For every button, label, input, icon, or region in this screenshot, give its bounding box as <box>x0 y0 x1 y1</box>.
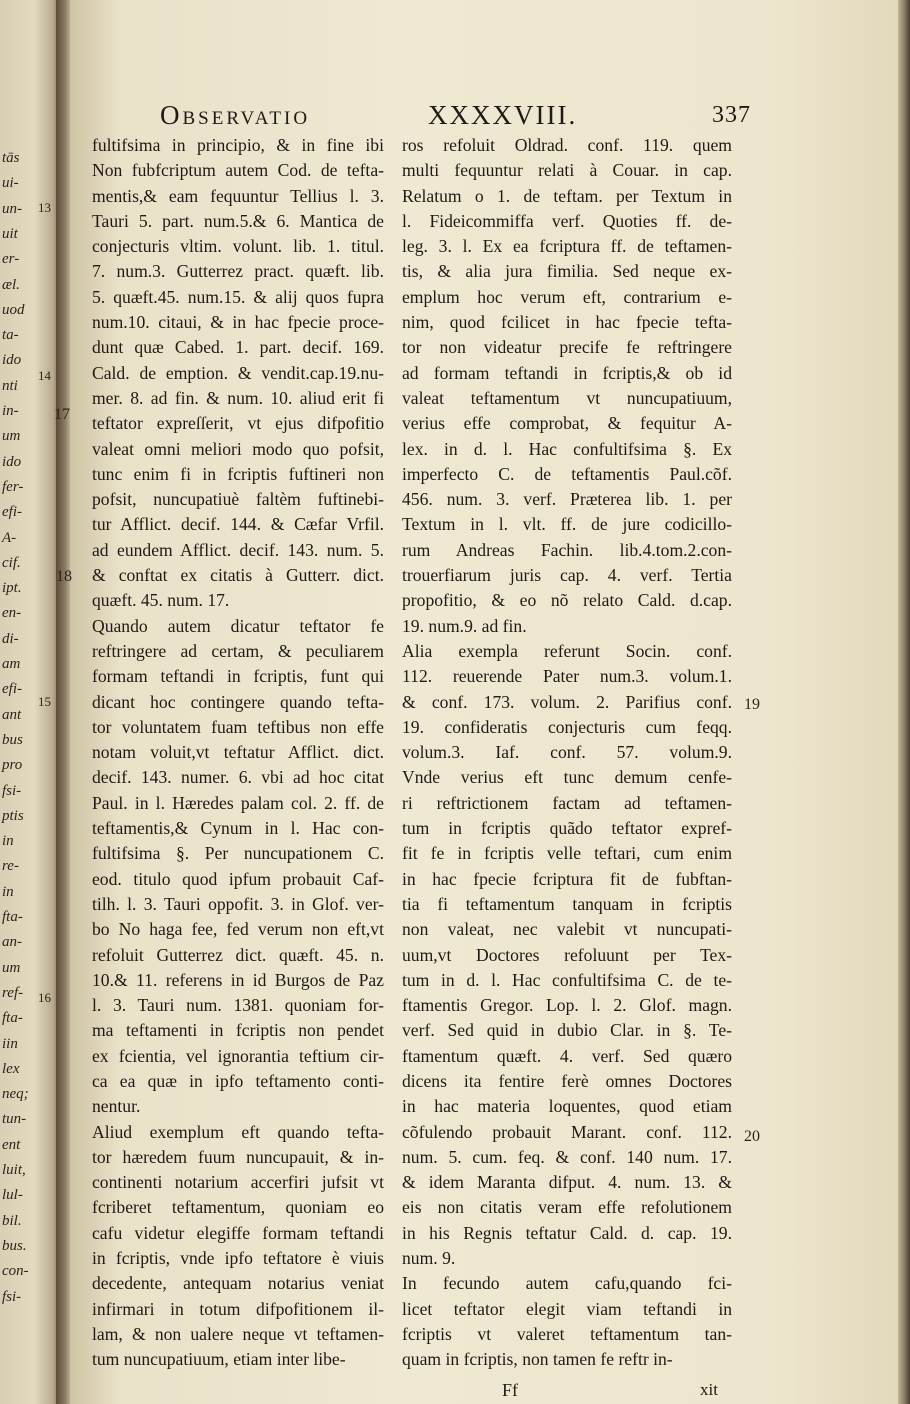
facing-page-fragment: er- <box>2 251 20 268</box>
facing-page-fragment: uit <box>2 225 18 242</box>
text-line: infirmari in totum difpofitionem il- <box>92 1298 384 1319</box>
text-line: in his Regnis teftatur Cald. d. cap. 19. <box>402 1222 732 1243</box>
facing-page-fragment: am <box>2 656 21 672</box>
text-line: emplum hoc verum eft, contrarium e- <box>402 286 732 307</box>
facing-page-fragment: fer- <box>2 478 24 495</box>
text-line: tis, & alia jura fimilia. Sed neque ex- <box>402 261 732 282</box>
text-line: & idem Maranta difput. 4. num. 13. & <box>402 1172 732 1193</box>
text-line: tilh. l. 3. Tauri oppofit. 3. in Glof. ver- <box>92 893 384 914</box>
observation-number: XXXXVIII. <box>428 100 578 130</box>
facing-page-margin-number: 16 <box>38 990 51 1005</box>
text-line: uum,vt Doctores refoluunt per Tex- <box>402 944 732 965</box>
text-line: verius effe comprobat, & fequitur A- <box>402 413 732 434</box>
page-edge <box>898 0 910 1404</box>
text-line: quæft. 45. num. 17. <box>92 590 230 611</box>
text-line: ftamentis Gregor. Lop. l. 2. Glof. magn. <box>402 995 732 1016</box>
facing-page-fragment: ta- <box>2 327 19 344</box>
facing-page-fragment: bus. <box>2 1237 27 1254</box>
facing-page-fragment: bil. <box>2 1212 22 1229</box>
text-line: decedente, antequam notarius veniat <box>92 1273 384 1294</box>
text-line: Paul. in l. Hæredes palam col. 2. ff. de <box>92 792 384 813</box>
facing-page-fragment: um <box>2 959 21 976</box>
text-line: licet teftator elegit viam teftandi in <box>402 1298 732 1319</box>
text-line: 19. num.9. ad fin. <box>402 615 527 636</box>
text-line: dicens ita fentire ferè omnes Doctores <box>402 1070 732 1091</box>
text-line: nim, quod fcilicet in hac fpecie tefta- <box>402 312 732 333</box>
facing-page-fragment: ptis <box>2 807 24 824</box>
text-line: ftamentum quæft. 4. verf. Sed quæro <box>402 1045 732 1066</box>
facing-page-fragment: ref- <box>2 984 24 1001</box>
text-line: tunc enim fi in fcriptis fuftineri non <box>92 463 384 484</box>
text-line: propofitio, & eo nõ relato Cald. d.cap. <box>402 590 732 611</box>
facing-page-fragment: A- <box>2 529 17 546</box>
text-line: eod. titulo quod ipfum probauit Caf- <box>92 868 384 889</box>
text-line: Non fubfcriptum autem Cod. de tefta- <box>92 160 384 181</box>
facing-page-fragment: di- <box>2 630 19 647</box>
text-line: rum Andreas Fachin. lib.4.tom.2.con- <box>402 539 732 560</box>
facing-page-fragment: ent <box>2 1136 21 1153</box>
text-line: cafu videtur elegiffe formam teftandi <box>92 1222 384 1243</box>
facing-page-fragment: pro <box>2 757 23 774</box>
text-line: cõfulendo probauit Marant. conf. 112. <box>402 1121 732 1142</box>
text-line: ex fcientia, vel ignorantia teftium cir- <box>92 1045 384 1066</box>
text-line: quam in fcriptis, non tamen fe reftr in- <box>402 1349 673 1370</box>
facing-page-fragment: cif. <box>2 554 21 571</box>
signature-mark: Ff <box>502 1380 519 1400</box>
text-line: non valeat, nec valebit vt nuncupati- <box>402 919 732 940</box>
facing-page-fragment: efi- <box>2 681 22 698</box>
text-line: ca ea quæ in ipfo teftamento conti- <box>92 1070 384 1091</box>
facing-page-fragment: ui- <box>2 175 19 192</box>
text-line: num. 5. cum. feq. & conf. 140 num. 17. <box>402 1146 732 1167</box>
facing-page-fragment: nti <box>2 377 18 394</box>
text-line: nentur. <box>92 1096 141 1117</box>
facing-page-fragment: ant <box>2 706 22 723</box>
text-line: reftringere ad certam, & peculiarem <box>92 640 384 661</box>
text-line: in hac fpecie fcriptura fit de fubftan- <box>402 868 732 889</box>
text-line: dicant hoc contingere quando tefta- <box>92 691 384 712</box>
text-line: l. Fideicommiffa verf. Quoties ff. de- <box>402 210 732 231</box>
facing-page-fragment: con- <box>2 1263 29 1280</box>
facing-page-fragment: in <box>2 883 14 900</box>
text-line: tor non videatur precife fe reftringere <box>402 337 732 358</box>
text-line: formam teftandi in fcriptis, funt qui <box>92 666 384 687</box>
text-line: leg. 3. l. Ex ea fcriptura ff. de teftamen- <box>402 236 732 257</box>
facing-page-fragment: luit, <box>2 1162 26 1178</box>
facing-page-fragment: fta- <box>2 909 23 925</box>
text-line: Textum in l. vlt. ff. de jure codicillo- <box>402 514 732 535</box>
text-line: Relatum o 1. de teftam. per Textum in <box>402 185 732 206</box>
text-line: Quando autem dicatur teftator fe <box>92 615 384 636</box>
text-line: ros refoluit Oldrad. conf. 119. quem <box>402 135 732 155</box>
text-line: in hac materia loquentes, quod etiam <box>402 1096 732 1117</box>
text-line: pofsit, nuncupatiuè faltèm fuftinebi- <box>92 489 384 510</box>
text-line: dunt quæ Cabed. 1. part. decif. 169. <box>92 337 384 358</box>
text-line: continenti notarium accerfiri jufsit vt <box>92 1172 384 1193</box>
text-line: l. 3. Tauri num. 1381. quoniam for- <box>92 995 384 1016</box>
text-line: num.10. citaui, & in hac fpecie proce- <box>92 312 384 333</box>
text-line: teftamentis,& Cynum in l. Hac con- <box>92 818 384 839</box>
facing-page-fragment: ido <box>2 352 22 369</box>
text-line: imperfecto C. de teftamentis Paul.cõf. <box>402 463 732 484</box>
text-line: fit fe in fcriptis velle teftari, cum enim <box>402 843 732 864</box>
facing-page-fragment: ido <box>2 453 22 470</box>
facing-page-fragment: fta- <box>2 1010 23 1027</box>
text-line: ad eundem Afflict. decif. 143. num. 5. <box>92 539 384 560</box>
text-line: eis non citatis veram effe refolutionem <box>402 1197 732 1218</box>
text-line: tia fi teftamentum tanquam in fcriptis <box>402 893 732 914</box>
facing-page-fragment: fsi- <box>2 782 22 799</box>
text-line: tur Afflict. decif. 144. & Cæfar Vrfil. <box>92 514 384 535</box>
page-number: 337 <box>712 102 751 128</box>
text-line: lam, & non ualere neque vt teftamen- <box>92 1323 384 1344</box>
text-line: 456. num. 3. verf. Præterea lib. 1. per <box>402 489 732 510</box>
facing-page-fragment: re- <box>2 858 19 875</box>
text-line: decif. 143. numer. 6. vbi ad hoc citat <box>92 767 384 788</box>
facing-page-fragment: iin <box>2 1035 18 1052</box>
text-line: tum nuncupatiuum, etiam inter libe- <box>92 1349 346 1370</box>
facing-page-edge <box>0 0 62 1404</box>
text-line: num. 9. <box>402 1248 456 1269</box>
facing-page-fragment: an- <box>2 934 22 951</box>
text-line: ma teftamenti in fcriptis non pendet <box>92 1020 384 1041</box>
facing-page-fragment: un- <box>2 200 22 217</box>
text-line: mentis,& eam fequuntur Tellius l. 3. <box>92 185 384 206</box>
facing-page-fragment: um <box>2 428 21 445</box>
text-line: fultifsima §. Per nuncupationem C. <box>92 843 384 864</box>
text-line: mer. 8. ad fin. & num. 10. aliud erit fi <box>92 387 384 408</box>
text-line: 5. quæft.45. num.15. & alij quos fupra <box>92 286 384 307</box>
text-line: lex. in d. l. Hac confultifsima §. Ex <box>402 438 732 459</box>
text-line: Tauri 5. part. num.5.& 6. Mantica de <box>92 210 384 231</box>
facing-page-margin-number: 14 <box>38 368 51 383</box>
facing-page-fragment: in <box>2 833 14 850</box>
text-line: Cald. de emption. & vendit.cap.19.nu- <box>92 362 384 383</box>
catchword: xit <box>700 1380 718 1399</box>
text-line: 10.& 11. referens in id Burgos de Paz <box>92 969 384 990</box>
text-line: 7. num.3. Gutterrez pract. quæft. lib. <box>92 261 384 282</box>
text-line: ad formam teftandi in fcriptis,& ob id <box>402 362 732 383</box>
text-line: Aliud exemplum eft quando tefta- <box>92 1121 384 1142</box>
text-line: & conf. 173. volum. 2. Parifius conf. <box>402 691 732 712</box>
text-line: tor voluntatem fuam teftibus non effe <box>92 716 384 737</box>
text-column-left <box>92 133 384 1373</box>
text-line: Vnde verius eft tunc demum cenfe- <box>402 767 732 788</box>
text-line: conjecturis vltim. volunt. lib. 1. titul. <box>92 236 384 257</box>
margin-number-20: 20 <box>744 1128 760 1145</box>
facing-page-fragment: bus <box>2 731 23 748</box>
facing-page-margin-number: 15 <box>38 694 51 709</box>
facing-page-fragment: lul- <box>2 1187 23 1204</box>
text-line: verf. Sed quid in dubio Clar. in §. Te- <box>402 1020 732 1041</box>
text-line: teftator expreſſerit, vt ejus difpofitio <box>92 413 384 434</box>
facing-page-margin-number: 13 <box>38 200 51 215</box>
facing-page-fragment: ipt. <box>2 580 22 597</box>
text-line: volum.3. Iaf. conf. 57. volum.9. <box>402 742 732 763</box>
margin-number-17: 17 <box>54 406 70 423</box>
margin-number-19: 19 <box>744 696 760 713</box>
facing-page-fragment: lex <box>2 1060 20 1077</box>
margin-number-18: 18 <box>56 568 72 585</box>
facing-page-fragment: æl. <box>2 276 20 293</box>
facing-page-fragment: in- <box>2 403 19 419</box>
text-line: multi fequuntur relati à Couar. in cap. <box>402 160 732 181</box>
facing-page-fragment: neq; <box>2 1086 29 1103</box>
running-title: Observatio <box>160 100 311 130</box>
text-line: bo No haga fee, fed verum non eft,vt <box>92 919 384 940</box>
facing-page-fragment: tun- <box>2 1111 27 1128</box>
text-line: tum in fcriptis quãdo teftator expref- <box>402 818 732 839</box>
text-line: notam voluit,vt teftatur Afflict. dict. <box>92 742 384 763</box>
text-line: tor hæredem fuum nuncupauit, & in- <box>92 1146 384 1167</box>
facing-page-fragment: efi- <box>2 504 22 521</box>
text-line: In fecundo autem cafu,quando fci- <box>402 1273 732 1294</box>
text-line: 112. reuerende Pater num.3. volum.1. <box>402 666 732 687</box>
text-line: in fcriptis, vnde ipfo teftatore è viuis <box>92 1248 384 1269</box>
text-column-right <box>402 133 732 1373</box>
facing-page-fragment: en- <box>2 605 22 622</box>
text-line: trouerfiarum juris cap. 4. verf. Tertia <box>402 565 732 586</box>
text-line: ri reftrictionem factam ad teftamen- <box>402 792 732 813</box>
facing-page-fragment: uod <box>2 301 25 318</box>
text-line: tum in d. l. Hac confultifsima C. de te- <box>402 969 732 990</box>
text-line: Alia exempla referunt Socin. conf. <box>402 640 732 661</box>
text-line: fcriberet teftamentum, quoniam eo <box>92 1197 384 1218</box>
facing-page-fragment: tās <box>2 150 20 166</box>
text-line: valeat omni meliori modo quo pofsit, <box>92 438 384 459</box>
text-line: refoluit Gutterrez dict. quæft. 45. n. <box>92 944 384 965</box>
text-line: & conftat ex citatis à Gutterr. dict. <box>92 565 384 586</box>
facing-page-fragment: fsi- <box>2 1288 22 1305</box>
text-line: fcriptis vt valeret teftamentum tan- <box>402 1323 732 1344</box>
text-line: fultifsima in principio, & in fine ibi <box>92 135 384 155</box>
text-line: 19. confideratis conjecturis cum feqq. <box>402 716 732 737</box>
text-line: valeat teftamentum vt nuncupatiuum, <box>402 387 732 408</box>
